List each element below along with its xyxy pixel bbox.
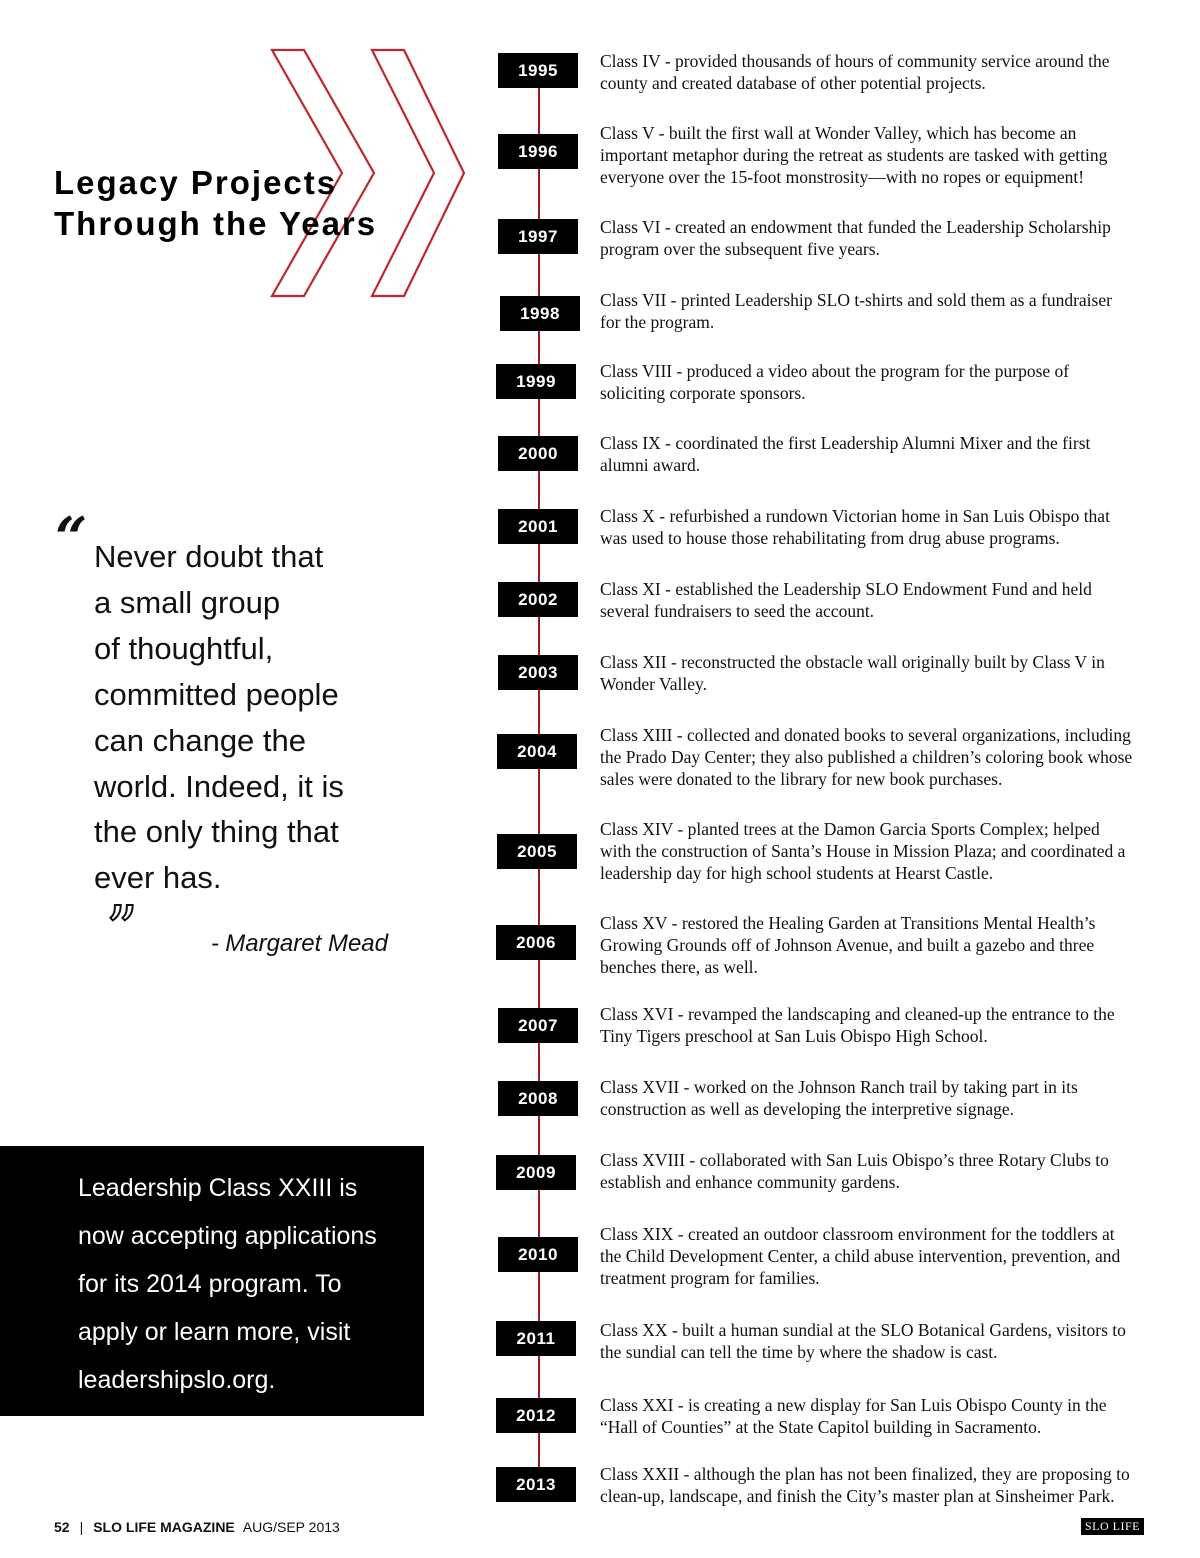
entry-line: Class X - refurbished a rundown Victorian home in San Luis Obispo that (600, 506, 1110, 526)
entry-line: alumni award. (600, 454, 701, 475)
entry-line: benches there, as well. (600, 956, 758, 977)
entry-line: county and created database of other potential projects. (600, 72, 986, 93)
page-number: 52 (54, 1519, 70, 1535)
year-badge-2010: 2010 (498, 1237, 578, 1272)
entry-line: Class VII - printed Leadership SLO t-shirts and sold them as a fundraiser (600, 290, 1112, 310)
timeline-axis-line (538, 70, 540, 1485)
year-badge-2000: 2000 (498, 436, 578, 471)
year-badge-2001: 2001 (498, 509, 578, 544)
quote-line: can change the (94, 722, 307, 758)
timeline-entry-2001 (600, 506, 1152, 550)
callout-line: Leadership Class XXIII is (78, 1174, 358, 1202)
year-badge-2011: 2011 (496, 1321, 576, 1356)
year-badge-1995: 1995 (498, 53, 578, 88)
entry-line: with the construction of Santa’s House in Mission Plaza; and coordinated a (600, 840, 1126, 861)
entry-line: leadership day for high school students at Hearst Castle. (600, 862, 994, 883)
page-title-line: Through the Years (54, 205, 378, 242)
callout-line: now accepting applications (78, 1222, 377, 1250)
entry-line: Class IX - coordinated the first Leadership Alumni Mixer and the first (600, 433, 1091, 453)
entry-line: Class VI - created an endowment that funded the Leadership Scholarship (600, 217, 1111, 237)
magazine-logo: SLO LIFE (1081, 1518, 1144, 1535)
quote-line: the only thing that (94, 814, 339, 850)
year-badge-1996: 1996 (498, 134, 578, 169)
entry-line: construction as well as developing the interpretive signage. (600, 1098, 1015, 1119)
timeline-entry-1997 (600, 217, 1152, 261)
year-badge-2002: 2002 (498, 582, 578, 617)
open-quote-mark: “ (55, 505, 88, 571)
entry-line: Class XIII - collected and donated books to several organizations, including (600, 725, 1131, 745)
footer-separator: | (79, 1519, 84, 1535)
entry-line: Class V - built the first wall at Wonder Valley, which has become an (600, 123, 1077, 143)
callout-line: apply or learn more, visit (78, 1318, 351, 1346)
entry-line: the Child Development Center, a child abuse intervention, prevention, and (600, 1245, 1121, 1266)
quote-line: a small group (94, 584, 281, 620)
timeline-entry-2011 (600, 1320, 1152, 1364)
timeline-entry-2007 (600, 1004, 1152, 1048)
entry-line: Class VIII - produced a video about the program for the purpose of (600, 361, 1070, 381)
close-quote-mark: ” (106, 892, 138, 966)
attribution-dash: - (211, 930, 220, 957)
entry-line: Tiny Tigers preschool at San Luis Obispo High School. (600, 1025, 988, 1046)
issue-date: AUG/SEP 2013 (242, 1519, 340, 1535)
timeline-entry-2012 (600, 1395, 1152, 1439)
entry-line: several fundraisers to seed the account. (600, 600, 875, 621)
callout-line: leadershipslo.org. (78, 1366, 276, 1394)
entry-line: Class XVIII - collaborated with San Luis Obispo’s three Rotary Clubs to (600, 1150, 1109, 1170)
entry-line: Class XV - restored the Healing Garden at Transitions Mental Health’s (600, 913, 1096, 933)
page-title-line: Legacy Projects (54, 164, 338, 201)
entry-line: treatment program for families. (600, 1267, 820, 1288)
entry-line: soliciting corporate sponsors. (600, 382, 806, 403)
year-badge-2006: 2006 (496, 925, 576, 960)
year-badge-2005: 2005 (497, 834, 577, 869)
entry-line: program over the subsequent five years. (600, 238, 880, 259)
timeline-entry-2010 (600, 1224, 1152, 1289)
entry-line: Class XIV - planted trees at the Damon Garcia Sports Complex; helped (600, 819, 1100, 839)
callout-line: for its 2014 program. To (78, 1270, 342, 1298)
entry-line: “Hall of Counties” at the State Capitol building in Sacramento. (600, 1416, 1042, 1437)
entry-line: for the program. (600, 311, 715, 332)
entry-line: the Prado Day Center; they also published a children’s coloring book whose (600, 746, 1133, 767)
chevron-right-shape (372, 50, 464, 296)
year-badge-1999: 1999 (496, 364, 576, 399)
timeline-entry-2009 (600, 1150, 1152, 1194)
page-footer (54, 1519, 340, 1535)
entry-line: establish and enhance community gardens. (600, 1171, 900, 1192)
year-badge-2012: 2012 (496, 1398, 576, 1433)
timeline-entry-2003 (600, 652, 1152, 696)
timeline-entry-1999 (600, 361, 1152, 405)
entry-line: Class XII - reconstructed the obstacle wall originally built by Class V in (600, 652, 1105, 672)
year-badge-2013: 2013 (496, 1467, 576, 1502)
year-badge-2007: 2007 (498, 1008, 578, 1043)
quote-line-text: ever has. (94, 860, 222, 896)
quote-line: Never doubt that (94, 539, 324, 574)
timeline-entry-2002 (600, 579, 1152, 623)
entry-line: Class XVI - revamped the landscaping and cleaned-up the entrance to the (600, 1004, 1115, 1024)
timeline-entry-2006 (600, 913, 1152, 978)
entry-line: sales were donated to the library for new book purchases. (600, 768, 1003, 789)
year-badge-1998: 1998 (500, 296, 580, 331)
year-badge-2004: 2004 (497, 734, 577, 769)
entry-line: Class XX - built a human sundial at the SLO Botanical Gardens, visitors to (600, 1320, 1126, 1340)
timeline-entry-1996 (600, 123, 1152, 188)
entry-line: Class XXI - is creating a new display for San Luis Obispo County in the (600, 1395, 1107, 1415)
timeline-entry-2008 (600, 1077, 1152, 1121)
timeline-entry-1998 (600, 290, 1152, 334)
entry-line: clean-up, landscape, and finish the City’s master plan at Sinsheimer Park. (600, 1485, 1115, 1506)
timeline-entry-2013 (600, 1464, 1152, 1508)
year-badge-2003: 2003 (498, 655, 578, 690)
entry-line: important metaphor during the retreat as students are tasked with getting (600, 144, 1108, 165)
entry-line: the sundial can tell the time by where the shadow is cast. (600, 1341, 998, 1362)
quote-line: of thoughtful, (94, 630, 274, 666)
timeline-entry-2000 (600, 433, 1152, 477)
entry-line: Growing Grounds off of Johnson Avenue, and built a gazebo and three (600, 934, 1095, 955)
timeline-entry-1995 (600, 51, 1152, 95)
quote-line: committed people (94, 676, 339, 712)
quote-attribution (211, 930, 388, 958)
entry-line: everyone over the 15-foot monstrosity—with no ropes or equipment! (600, 166, 1085, 187)
entry-line: Class XXII - although the plan has not been finalized, they are proposing to (600, 1464, 1130, 1484)
entry-line: Wonder Valley. (600, 673, 707, 694)
page-title (54, 162, 377, 244)
entry-line: was used to house those rehabilitating from drug abuse programs. (600, 527, 1060, 548)
timeline-entry-2005 (600, 819, 1152, 884)
quote-line: world. Indeed, it is (94, 768, 344, 804)
year-badge-2009: 2009 (496, 1155, 576, 1190)
applications-callout-box (0, 1146, 424, 1416)
entry-line: Class XIX - created an outdoor classroom environment for the toddlers at (600, 1224, 1115, 1244)
entry-line: Class XI - established the Leadership SLO Endowment Fund and held (600, 579, 1092, 599)
pull-quote (94, 534, 394, 966)
magazine-name: SLO LIFE MAGAZINE (93, 1519, 235, 1535)
year-badge-1997: 1997 (498, 219, 578, 254)
entry-line: Class IV - provided thousands of hours of community service around the (600, 51, 1110, 71)
year-badge-2008: 2008 (498, 1081, 578, 1116)
timeline-entry-2004 (600, 725, 1152, 790)
entry-line: Class XVII - worked on the Johnson Ranch trail by taking part in its (600, 1077, 1078, 1097)
attribution-name: Margaret Mead (225, 930, 388, 957)
